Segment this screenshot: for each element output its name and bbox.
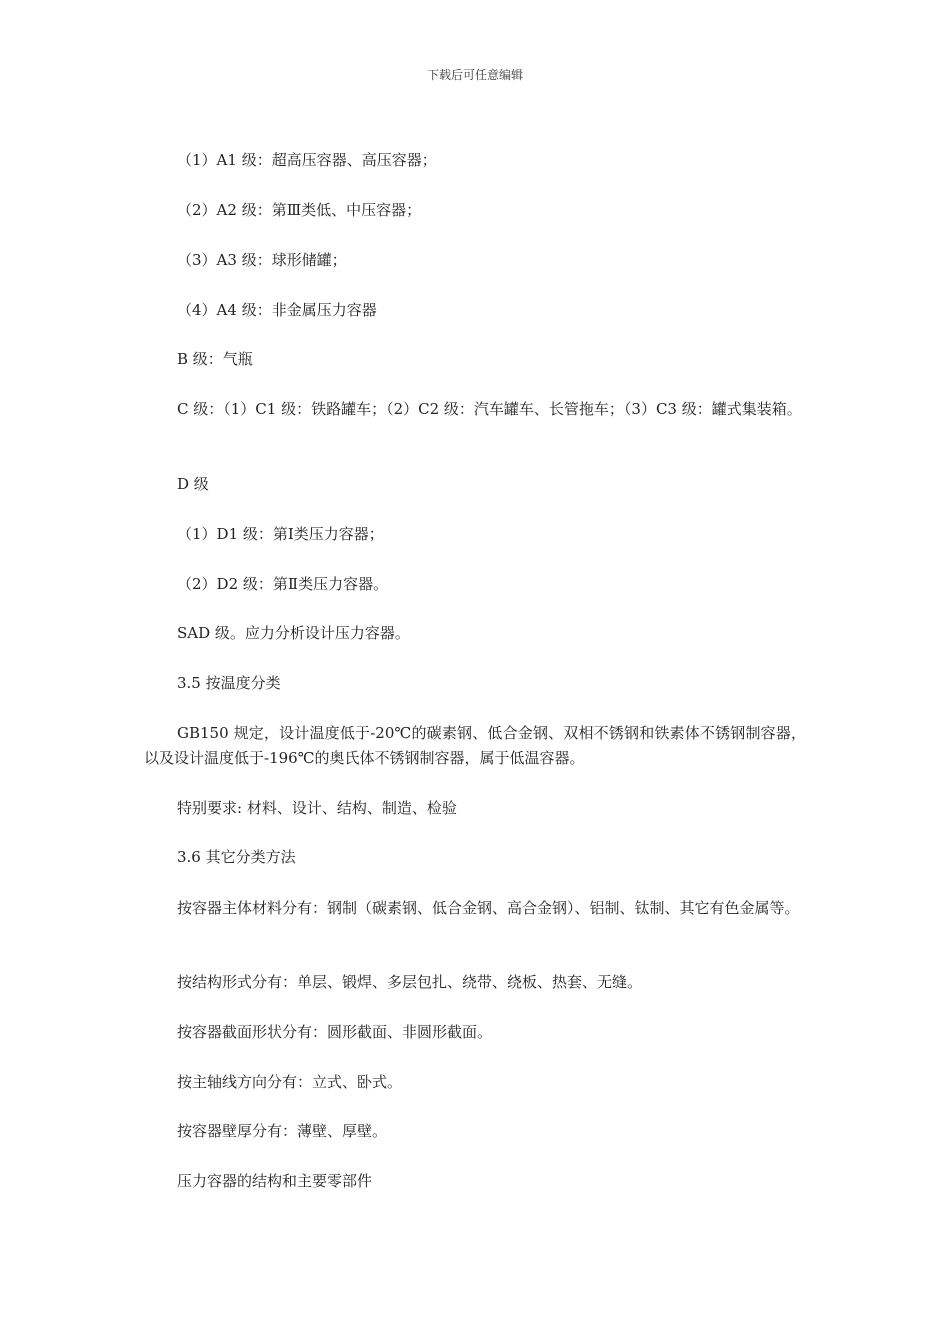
paragraph-a1: （1）A1 级：超高压容器、高压容器； <box>177 151 437 169</box>
paragraph-b: B 级：气瓶 <box>177 350 253 368</box>
section-heading-3-5: 3.5 按温度分类 <box>177 674 281 692</box>
paragraph-gb150: GB150 规定，设计温度低于-20℃的碳素钢、低合金钢、双相不锈钢和铁素体不锈钢制容器，以及设计温度低于-196℃的奥氏体不锈钢制容器，属于低温容器。 <box>144 724 806 767</box>
paragraph-a3: （3）A3 级：球形储罐； <box>177 251 347 269</box>
paragraph-a2: （2）A2 级：第Ⅲ类低、中压容器； <box>177 201 422 219</box>
paragraph-c: C 级：（1）C1 级：铁路罐车；（2）C2 级：汽车罐车、长管拖车；（3）C3 级：罐式集装箱。 <box>177 400 802 418</box>
paragraph-special-requirements: 特别要求: 材料、设计、结构、制造、检验 <box>177 799 457 817</box>
paragraph-structure: 按结构形式分有：单层、锻焊、多层包扎、绕带、绕板、热套、无缝。 <box>177 973 643 991</box>
paragraph-axis: 按主轴线方向分有：立式、卧式。 <box>177 1073 403 1091</box>
paragraph-d: D 级 <box>177 475 209 493</box>
header-note: 下载后可任意编辑 <box>426 68 523 82</box>
paragraph-a4: （4）A4 级：非金属压力容器 <box>177 301 377 319</box>
paragraph-sad: SAD 级。应力分析设计压力容器。 <box>177 624 410 642</box>
paragraph-d1: （1）D1 级：第Ⅰ类压力容器； <box>177 525 384 543</box>
paragraph-cross-section: 按容器截面形状分有：圆形截面、非圆形截面。 <box>177 1023 493 1041</box>
section-heading-3-6: 3.6 其它分类方法 <box>177 848 296 866</box>
paragraph-material: 按容器主体材料分有：钢制（碳素钢、低合金钢、高合金钢）、铝制、钛制、其它有色金属等。 <box>177 899 800 917</box>
paragraph-wall-thickness: 按容器壁厚分有：薄壁、厚壁。 <box>177 1122 388 1140</box>
paragraph-structure-parts: 压力容器的结构和主要零部件 <box>177 1172 373 1190</box>
paragraph-d2: （2）D2 级：第Ⅱ类压力容器。 <box>177 575 389 593</box>
